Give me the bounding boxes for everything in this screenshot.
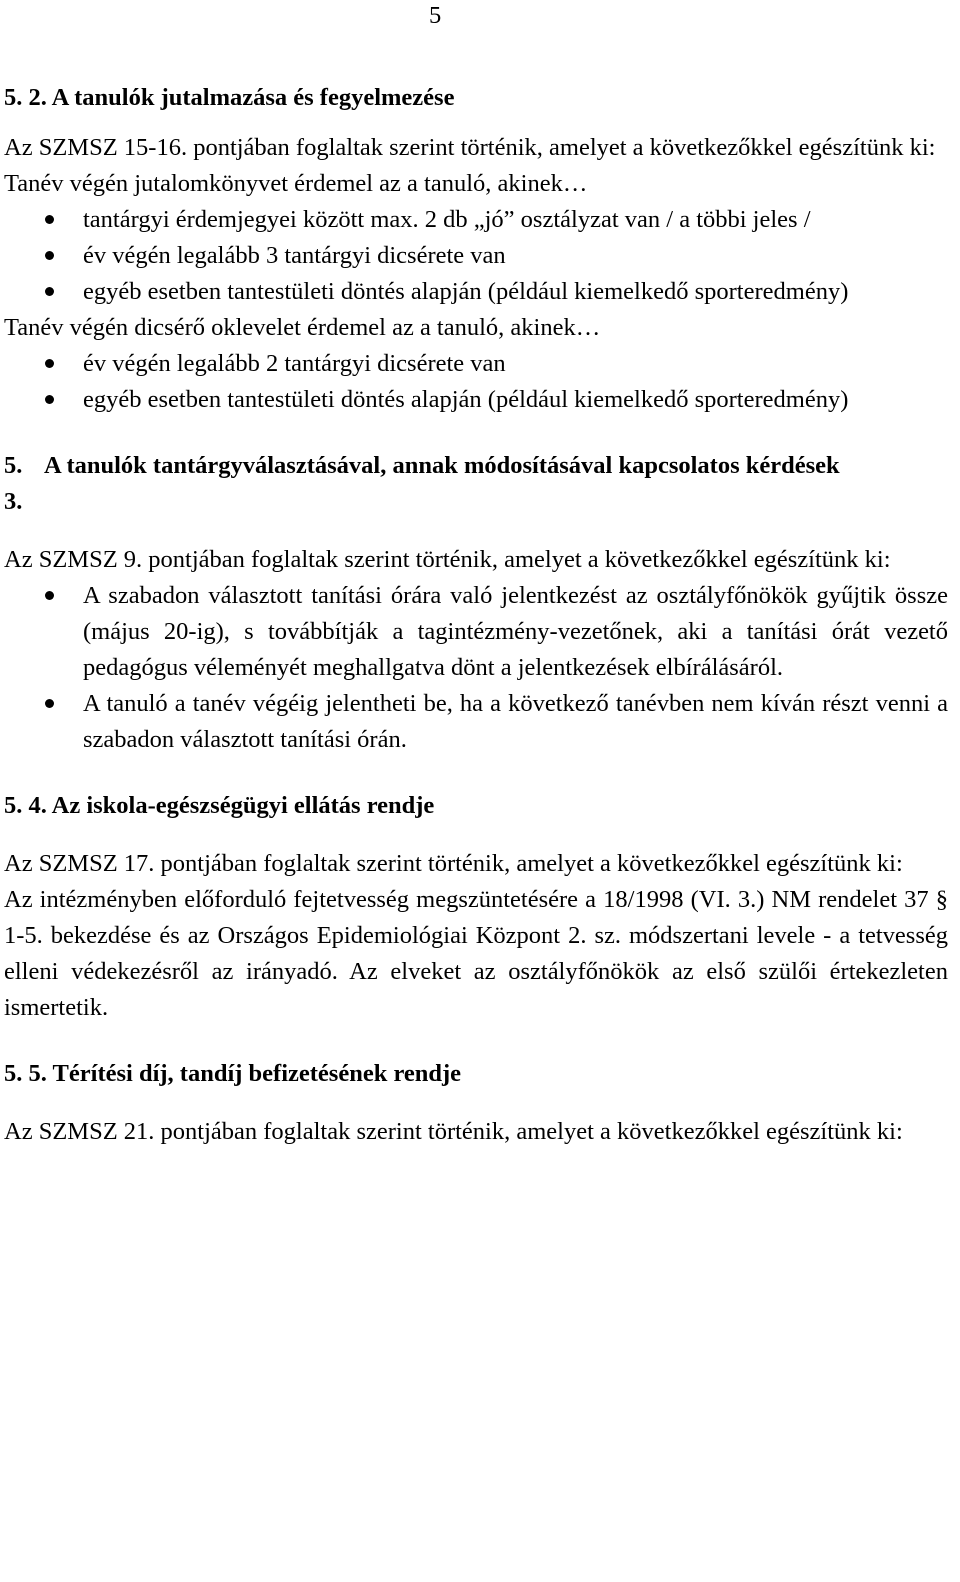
section-5-4-body: Az intézményben előforduló fejtetvesség megszüntetésére a 18/1998 (VI. 3.) NM rendelet 37 § 1-5. bekezdése és az Országos Epidemiológiai Központ 2. sz. módszertani levele - a tetvesség elleni védekezésről az irányadó. Az elveket az osztályfőnökök az első szülői értekezleten ismertetik. bbox=[4, 886, 948, 1021]
section-5-3-heading bbox=[4, 448, 948, 520]
tantargyvalasztas-list bbox=[4, 578, 948, 758]
list-item: év végén legalább 2 tantárgyi dicsérete van bbox=[4, 346, 948, 382]
list-item: egyéb esetben tantestületi döntés alapján (például kiemelkedő sporteredmény) bbox=[4, 274, 948, 310]
section-5-5-intro: Az SZMSZ 21. pontjában foglaltak szerint történik, amelyet a következőkkel egészítünk ki: bbox=[4, 1118, 903, 1145]
oklevel-list bbox=[4, 346, 948, 418]
section-5-3-title: A tanulók tantárgyválasztásával, annak módosításával kapcsolatos kérdések bbox=[44, 452, 840, 479]
oklevel-lead: Tanév végén dicsérő oklevelet érdemel az a tanuló, akinek… bbox=[4, 314, 601, 341]
list-item: A szabadon választott tanítási órára való jelentkezést az osztályfőnökök gyűjtik össze (május 20-ig), s továbbítják a tagintézmény-vezetőnek, aki a tanítási órát vezető pedagógus véleményét meghallgatva dönt a jelentkezések elbírálásáról. bbox=[4, 578, 948, 686]
bullet-icon bbox=[45, 591, 54, 600]
section-5-3-number: 5. 3. bbox=[4, 452, 23, 515]
bullet-icon bbox=[45, 251, 54, 260]
bullet-icon bbox=[45, 699, 54, 708]
jutalomkonyv-list bbox=[4, 202, 948, 310]
list-item: egyéb esetben tantestületi döntés alapján (például kiemelkedő sporteredmény) bbox=[4, 382, 948, 418]
bullet-icon bbox=[45, 215, 54, 224]
section-5-2-intro: Az SZMSZ 15-16. pontjában foglaltak szerint történik, amelyet a következőkkel egészítünk ki: bbox=[4, 134, 936, 161]
bullet-icon bbox=[45, 395, 54, 404]
jutalomkonyv-lead: Tanév végén jutalomkönyvet érdemel az a tanuló, akinek… bbox=[4, 170, 588, 197]
section-5-2-heading: 5. 2. A tanulók jutalmazása és fegyelmezése bbox=[4, 84, 455, 111]
section-5-5-heading: 5. 5. Térítési díj, tandíj befizetésének rendje bbox=[4, 1060, 462, 1087]
bullet-icon bbox=[45, 287, 54, 296]
section-5-4-intro: Az SZMSZ 17. pontjában foglaltak szerint történik, amelyet a következőkkel egészítünk ki: bbox=[4, 850, 903, 877]
list-item: A tanuló a tanév végéig jelentheti be, ha a következő tanévben nem kíván részt venni a szabadon választott tanítási órán. bbox=[4, 686, 948, 758]
section-5-4-heading: 5. 4. Az iskola-egészségügyi ellátás rendje bbox=[4, 792, 435, 819]
page-number: 5 bbox=[429, 2, 442, 29]
list-item: tantárgyi érdemjegyei között max. 2 db „jó” osztályzat van / a többi jeles / bbox=[4, 202, 948, 238]
list-item: év végén legalább 3 tantárgyi dicsérete van bbox=[4, 238, 948, 274]
bullet-icon bbox=[45, 359, 54, 368]
section-5-3-intro: Az SZMSZ 9. pontjában foglaltak szerint történik, amelyet a következőkkel egészítünk ki: bbox=[4, 546, 891, 573]
document-body bbox=[4, 80, 948, 1150]
